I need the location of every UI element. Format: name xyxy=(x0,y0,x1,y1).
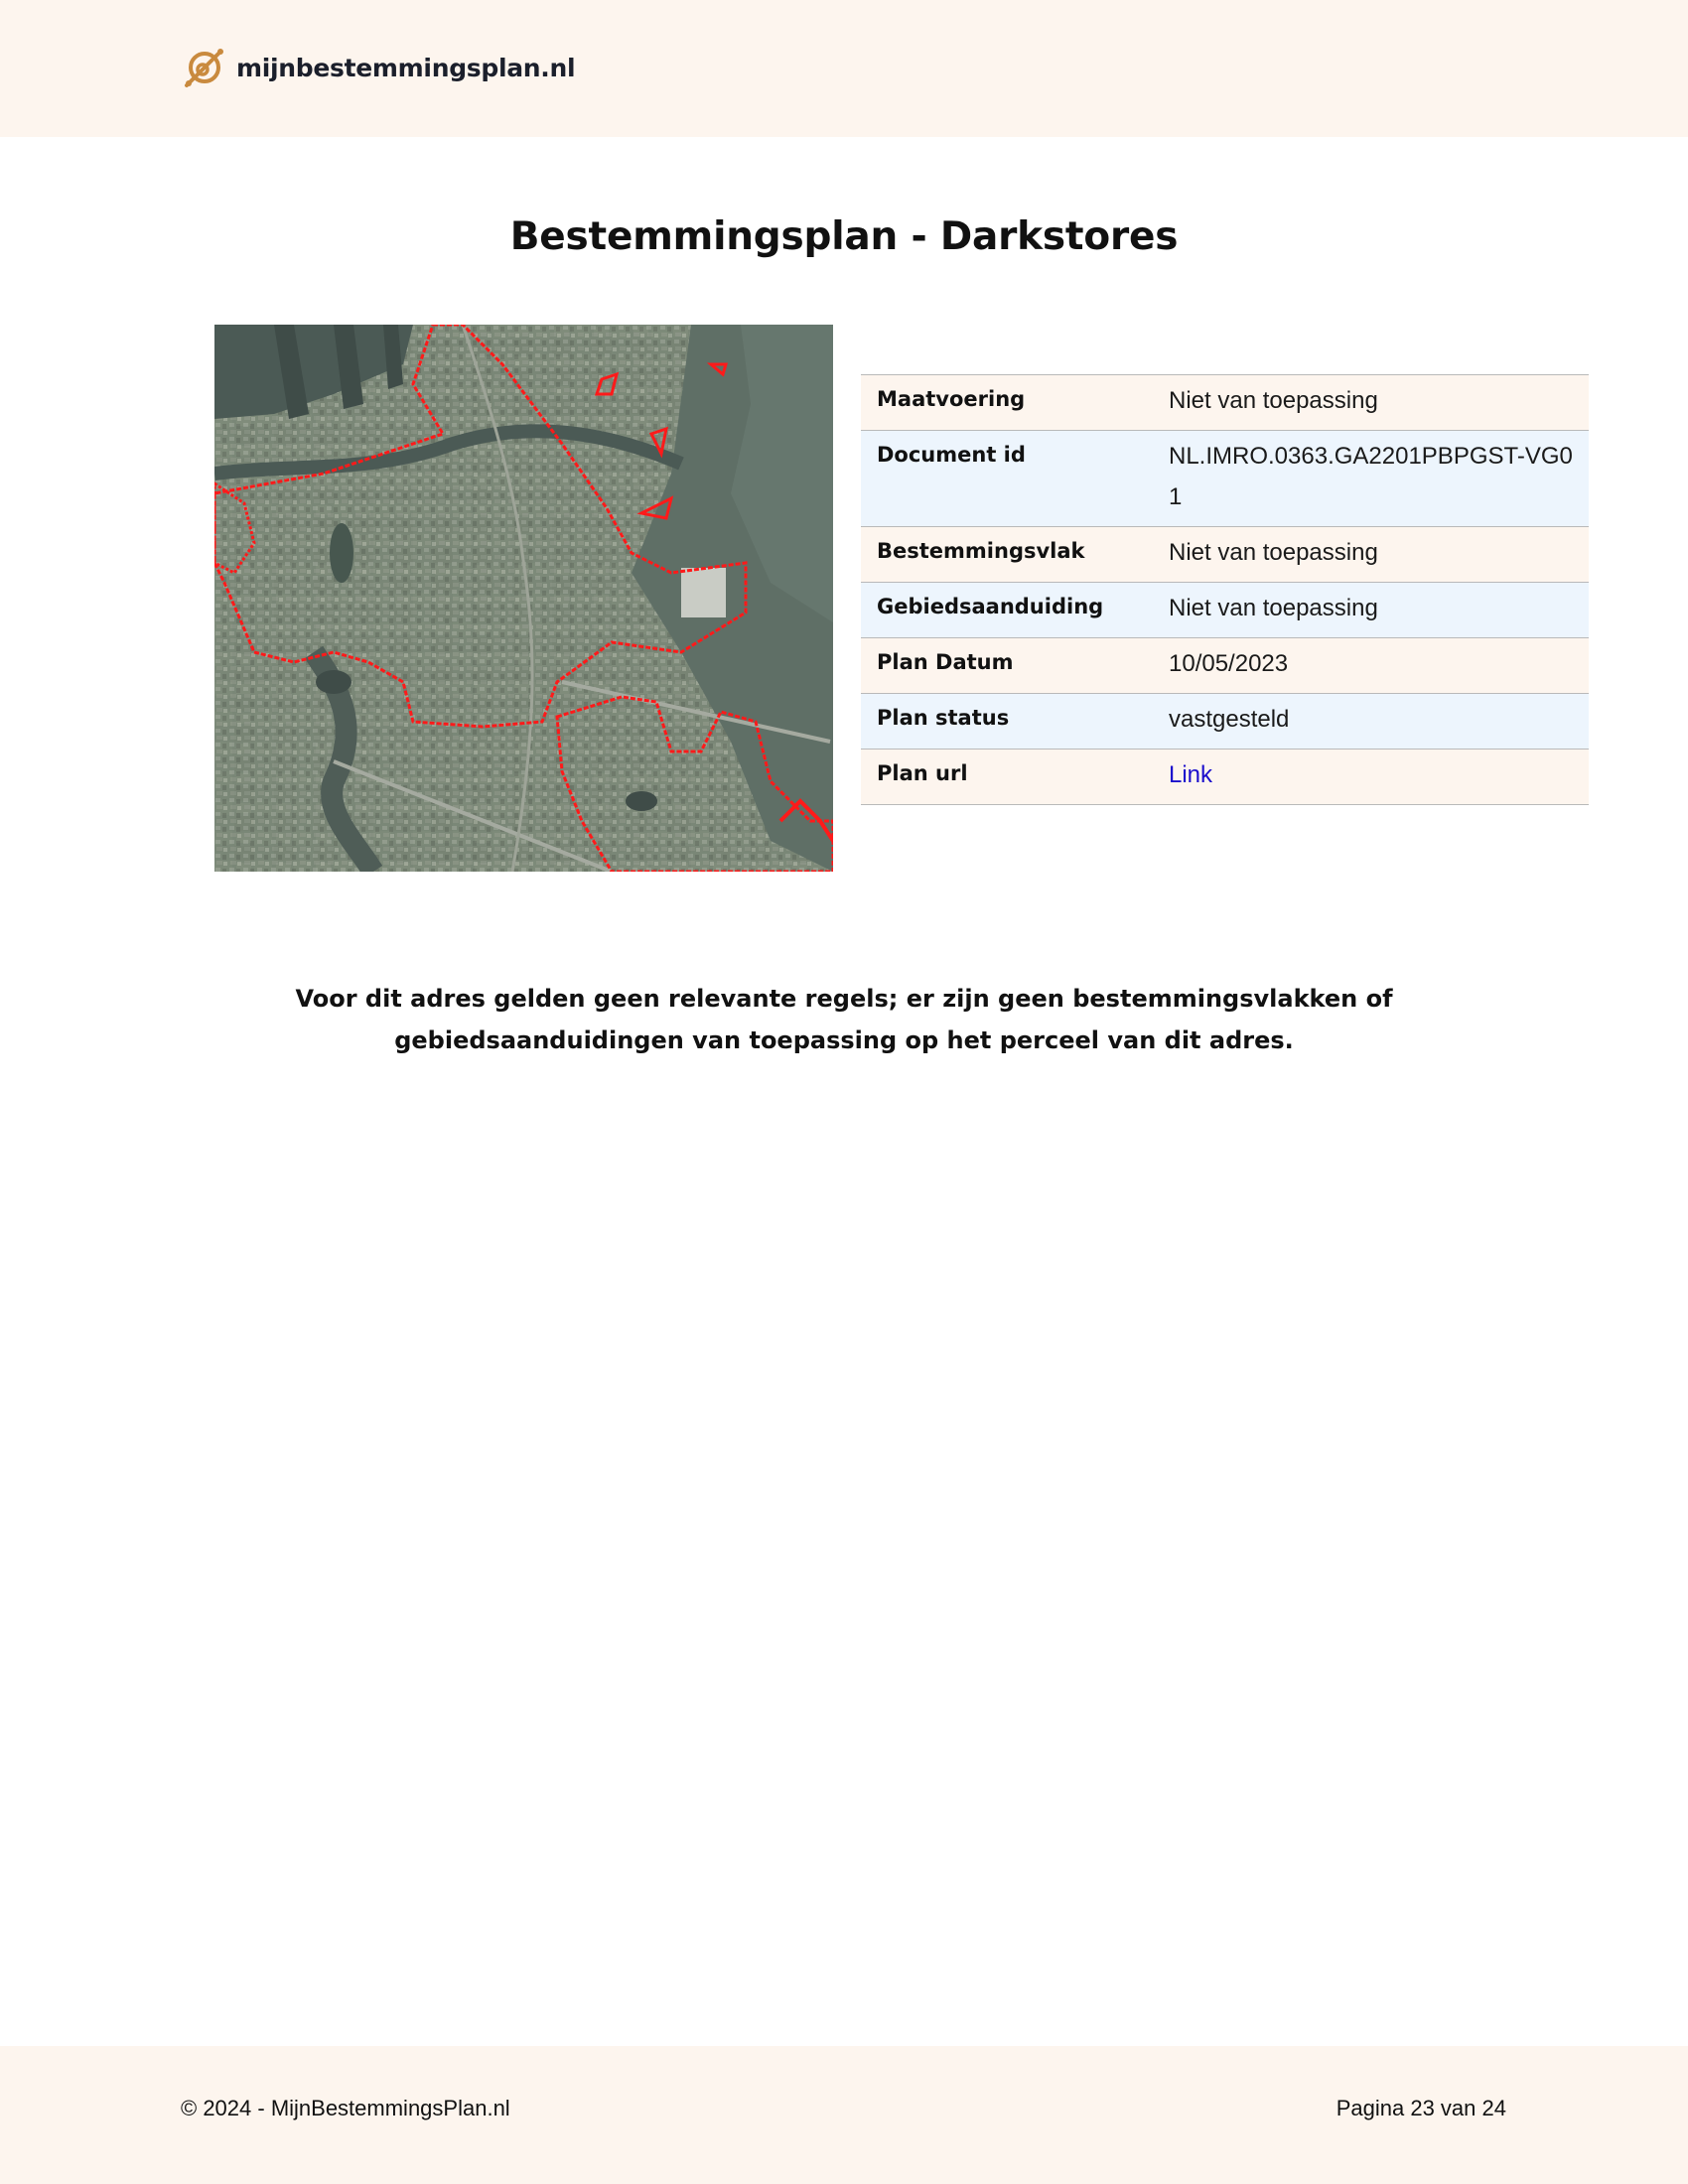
row-value: vastgesteld xyxy=(1169,706,1290,733)
table-row xyxy=(861,638,1589,694)
table-row xyxy=(861,750,1589,805)
row-value: 10/05/2023 xyxy=(1169,650,1289,677)
brand-logo[interactable] xyxy=(181,44,575,91)
row-label: Bestemmingsvlak xyxy=(877,539,1085,563)
row-value: NL.IMRO.0363.GA2201PBPGST-VG01 xyxy=(1169,443,1573,510)
page-header xyxy=(0,0,1688,137)
plan-map-image xyxy=(214,325,833,872)
row-value: Niet van toepassing xyxy=(1169,387,1378,414)
row-label: Plan status xyxy=(877,706,1010,730)
plan-url-link[interactable]: Link xyxy=(1169,761,1213,788)
table-row xyxy=(861,694,1589,750)
row-label: Maatvoering xyxy=(877,387,1026,411)
row-value: Niet van toepassing xyxy=(1169,539,1378,566)
row-label: Plan url xyxy=(877,761,968,785)
table-row xyxy=(861,375,1589,431)
table-row xyxy=(861,583,1589,638)
row-label: Plan Datum xyxy=(877,650,1014,674)
compass-pin-icon xyxy=(181,44,228,91)
site-name: mijnbestemmingsplan.nl xyxy=(236,53,576,82)
page-indicator: Pagina 23 van 24 xyxy=(1336,2096,1506,2120)
row-value xyxy=(1153,750,1589,805)
row-label: Document id xyxy=(877,443,1026,467)
no-rules-notice xyxy=(278,978,1410,1061)
table-row xyxy=(861,527,1589,583)
notice-line-2: gebiedsaanduidingen van toepassing op het perceel van dit adres. xyxy=(394,1026,1294,1054)
footer-copyright: © 2024 - MijnBestemmingsPlan.nl xyxy=(181,2096,510,2120)
page-title: Bestemmingsplan - Darkstores xyxy=(509,214,1179,259)
row-value: Niet van toepassing xyxy=(1169,595,1378,621)
page-footer xyxy=(0,2046,1688,2184)
table-row xyxy=(861,431,1589,527)
notice-line-1: Voor dit adres gelden geen relevante regels; er zijn geen bestemmingsvlakken of xyxy=(295,985,1393,1013)
row-label: Gebiedsaanduiding xyxy=(877,595,1104,618)
plan-info-table xyxy=(861,374,1589,805)
